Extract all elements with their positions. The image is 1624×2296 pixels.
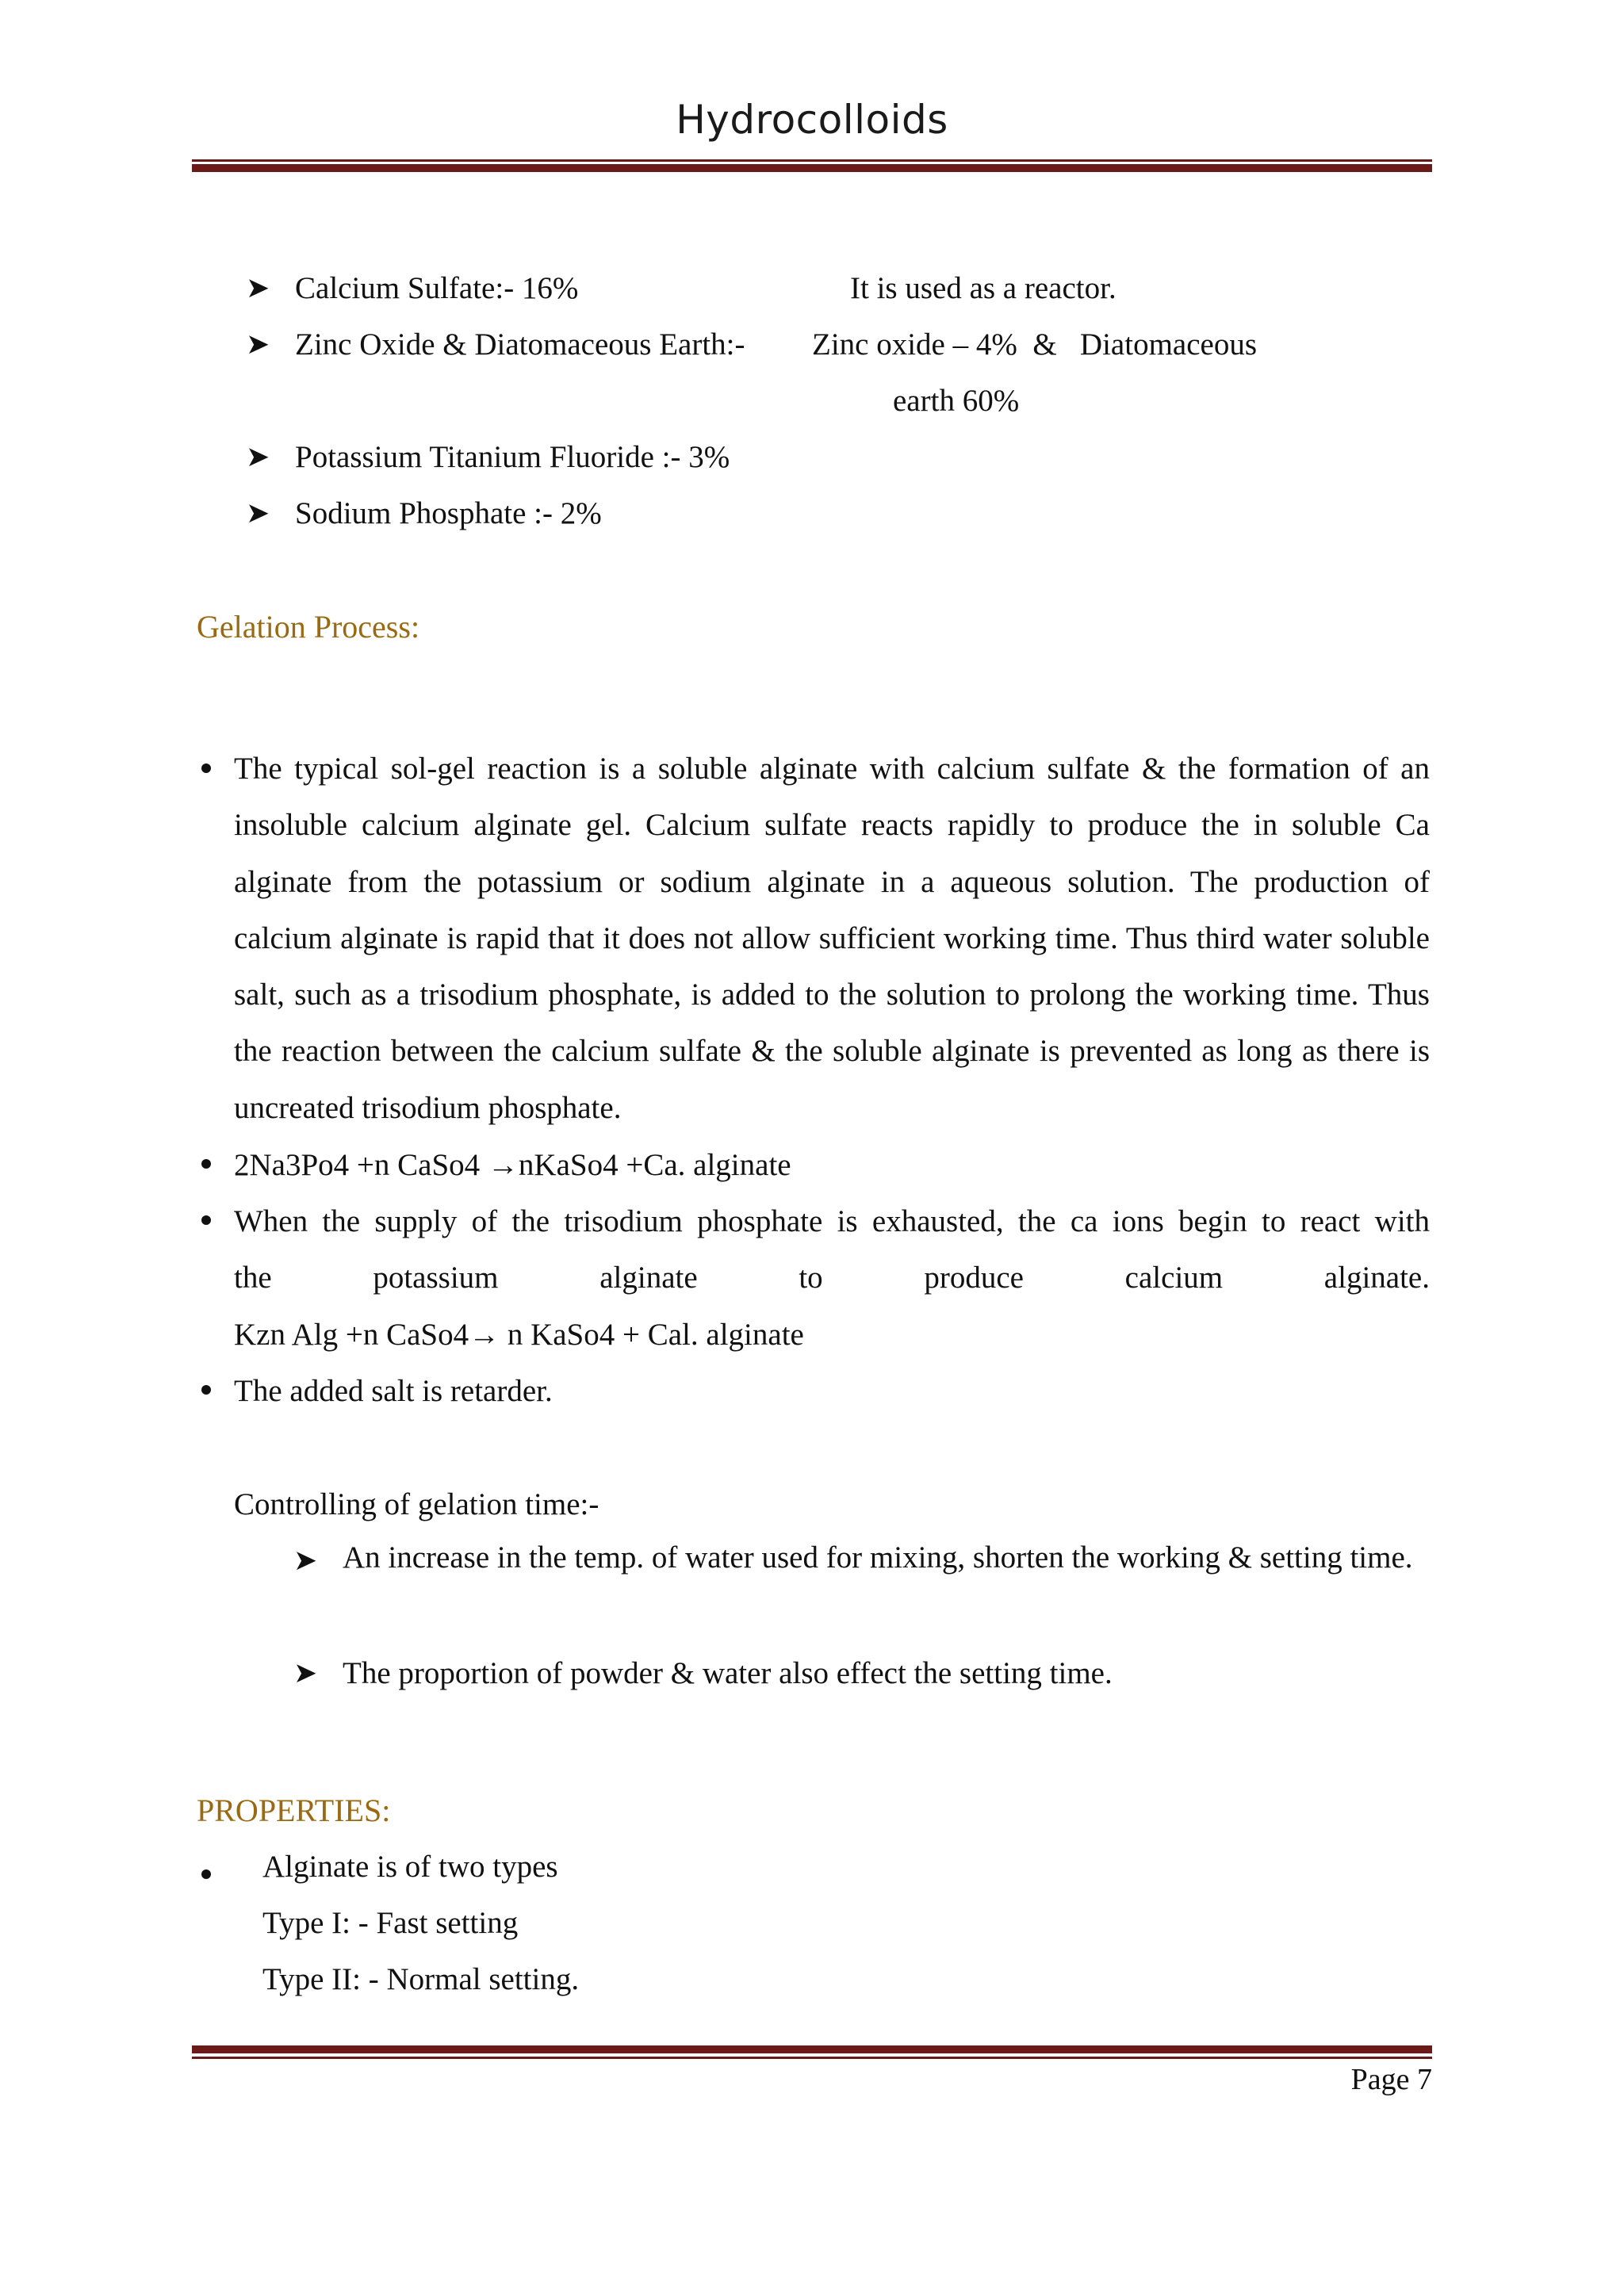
arrowhead-bullet-icon: ➤ xyxy=(246,328,270,360)
control-item: An increase in the temp. of water used for mixing, shorten the working & setting time. xyxy=(343,1540,1413,1575)
composition-item-label: Calcium Sulfate:- 16% xyxy=(295,271,579,305)
properties-type: Type II: - Normal setting. xyxy=(262,1962,580,1996)
composition-item-label: Potassium Titanium Fluoride :- 3% xyxy=(295,440,730,474)
gelation-paragraph: The typical sol-gel reaction is a soluble alginate with calcium sulfate & the formation of an insoluble calcium alginate gel. Calcium sulfate reacts rapidly to produce the in soluble Ca alginate from the potassium or sodium alginate in a aqueous solution. The production of calcium alginate is rapid that it does not allow sufficient working time. Thus third water soluble salt, such as a trisodium phosphate, is added to the solution to prolong the working time. Thus the reaction between the calcium sulfate & the soluble alginate is prevented as long as there is uncreated trisodium phosphate. xyxy=(234,752,1430,1125)
round-bullet-icon xyxy=(201,1385,211,1395)
arrowhead-bullet-icon: ➤ xyxy=(246,497,270,529)
header-rule-thin xyxy=(192,159,1432,162)
page-header-title: Hydrocolloids xyxy=(676,97,948,143)
arrowhead-bullet-icon: ➤ xyxy=(246,441,270,473)
page-number: Page 7 xyxy=(1350,2063,1432,2096)
properties-heading: PROPERTIES: xyxy=(197,1793,391,1828)
gelation-bullet-line: When the supply of the trisodium phosphate is exhausted, the ca ions begin to react with xyxy=(234,1204,1430,1238)
arrowhead-bullet-icon: ➤ xyxy=(293,1544,318,1576)
round-bullet-icon xyxy=(201,1159,211,1169)
gelation-equation: Kzn Alg +n CaSo4→ n KaSo4 + Cal. alginate xyxy=(234,1318,804,1352)
round-bullet-icon xyxy=(201,763,211,773)
control-heading: Controlling of gelation time:- xyxy=(234,1487,599,1521)
composition-item-label: Sodium Phosphate :- 2% xyxy=(295,496,602,530)
composition-item-note: It is used as a reactor. xyxy=(850,271,1116,305)
round-bullet-icon xyxy=(201,1869,211,1879)
arrowhead-bullet-icon: ➤ xyxy=(246,272,270,304)
footer-rule-thin xyxy=(192,2057,1432,2059)
footer-rule-thick xyxy=(192,2045,1432,2053)
gelation-note: The added salt is retarder. xyxy=(234,1374,553,1408)
arrowhead-bullet-icon: ➤ xyxy=(293,1657,318,1689)
composition-item-note-continued: earth 60% xyxy=(893,384,1020,418)
composition-item-note: Zinc oxide – 4% & Diatomaceous xyxy=(812,327,1258,362)
gelation-bullet-line: the potassium alginate to produce calcium alginate. xyxy=(234,1261,1430,1295)
properties-type: Type I: - Fast setting xyxy=(262,1906,519,1940)
round-bullet-icon xyxy=(201,1215,211,1225)
composition-item-label: Zinc Oxide & Diatomaceous Earth:- xyxy=(295,327,745,362)
gelation-equation: 2Na3Po4 +n CaSo4 →nKaSo4 +Ca. alginate xyxy=(234,1148,791,1182)
control-item: The proportion of powder & water also effect the setting time. xyxy=(343,1656,1113,1690)
gelation-heading: Gelation Process: xyxy=(197,609,420,645)
properties-bullet: Alginate is of two types xyxy=(262,1850,558,1884)
header-rule-thick xyxy=(192,164,1432,172)
